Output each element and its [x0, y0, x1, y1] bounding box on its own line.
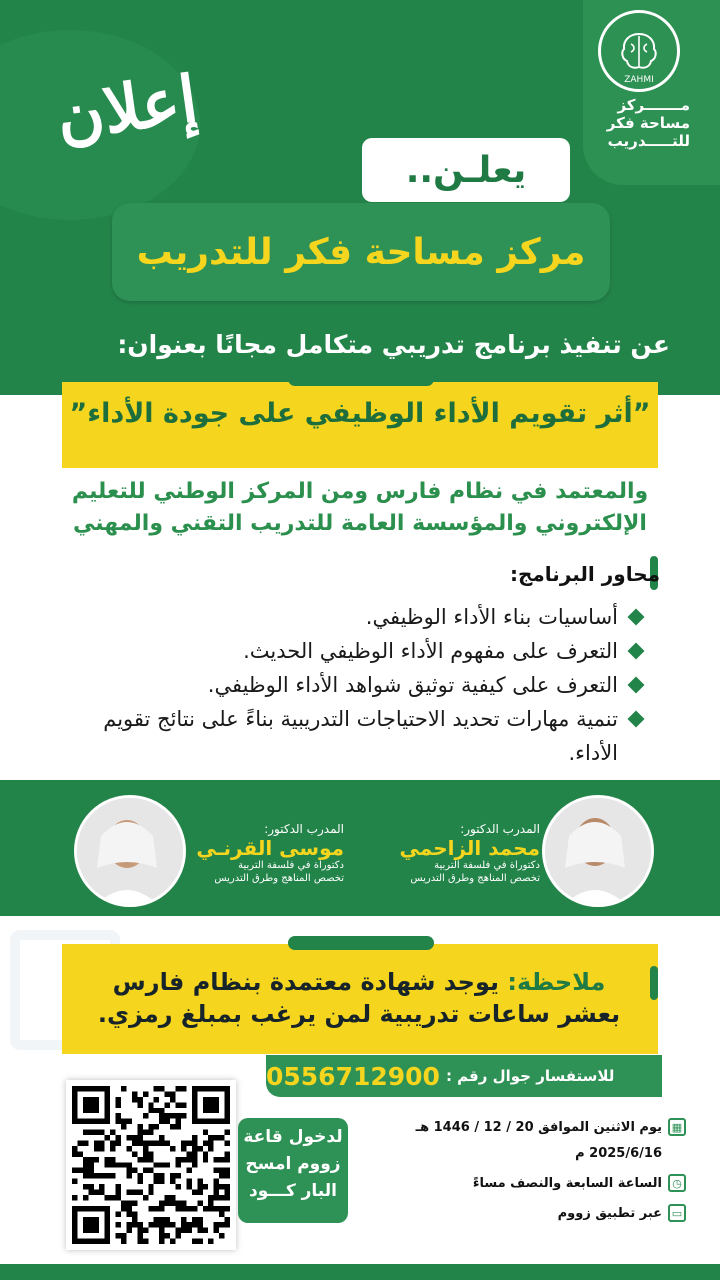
list-item: [90, 634, 642, 668]
diamond-bullet-icon: [628, 711, 645, 728]
program-intro: عن تنفيذ برنامج تدريبي متكامل مجانًا بعنوان:: [117, 330, 670, 359]
accreditation-line: الإلكتروني والمؤسسة العامة للتدريب التقني والمهني: [73, 510, 647, 536]
logo-name-line: مساحة فكر: [606, 114, 690, 132]
date-row: [416, 1118, 686, 1136]
zoom-line: البار كـــود: [249, 1181, 337, 1202]
trainer-specialty: تخصص المناهج وطرق التدريس: [410, 872, 540, 884]
zoom-line: لدخول قاعة: [243, 1127, 343, 1147]
logo-circle-text: ZAHMI: [624, 75, 654, 85]
trainer-card-1: [392, 822, 540, 885]
program-title: ”أثر تقويم الأداء الوظيفي على جودة الأداء”: [69, 398, 651, 429]
title-tab: [288, 372, 434, 386]
center-name: مركز مساحة فكر للتدريب: [112, 203, 610, 301]
logo-name-line: للتـــــدريب: [607, 132, 690, 150]
diamond-bullet-icon: [628, 677, 645, 694]
list-item: [90, 668, 642, 702]
diamond-bullet-icon: [628, 643, 645, 660]
axis-text: تنمية مهارات تحديد الاحتياجات التدريبية بناءً على نتائج تقويم الأداء.: [103, 707, 618, 765]
brain-icon: [614, 26, 664, 76]
date-hijri: يوم الاثنين الموافق 20 / 12 / 1446 هـ: [415, 1119, 662, 1135]
platform-text: عبر تطبيق زووم: [557, 1205, 662, 1221]
time-row: [473, 1174, 686, 1192]
diamond-bullet-icon: [628, 609, 645, 626]
note-label: ملاحظة:: [507, 968, 606, 996]
list-item: [90, 702, 642, 770]
accreditation-text: [30, 476, 690, 540]
zoom-line: زووم امسح: [245, 1154, 341, 1175]
phone-number[interactable]: 0556712900: [266, 1061, 440, 1091]
note-marker: [650, 966, 658, 1000]
logo-brain-icon: [598, 10, 680, 92]
calendar-icon: ▦: [668, 1118, 686, 1136]
monitor-icon: ▭: [668, 1204, 686, 1222]
axis-text: التعرف على مفهوم الأداء الوظيفي الحديث.: [243, 639, 618, 663]
person-icon: [542, 798, 651, 907]
trainer-role: المدرب الدكتور:: [460, 822, 540, 836]
logo-name-line: مـــــــركز: [617, 96, 690, 114]
time-text: الساعة السابعة والنصف مساءً: [472, 1175, 662, 1191]
date-greg-row: [575, 1146, 662, 1161]
contact-label: للاستفسار جوال رقم :: [445, 1067, 615, 1085]
person-icon: [74, 798, 183, 907]
trainer-degree: دكتوراة في فلسفة التربية: [434, 860, 540, 871]
trainer-name: موسى القرنـي: [196, 836, 344, 860]
axes-list: [90, 600, 642, 770]
platform-row: [558, 1204, 686, 1222]
logo-name: [594, 96, 690, 150]
avatar: [74, 795, 186, 907]
note-text: [70, 966, 648, 1031]
zoom-instructions: [238, 1118, 348, 1223]
announces-label: يعلـن..: [362, 138, 570, 202]
note-line-1: [70, 966, 648, 998]
trainer-name: محمد الزاحمي: [399, 836, 540, 860]
note-tab: [288, 936, 434, 950]
trainer-card-2: [194, 822, 344, 885]
list-item: [90, 600, 642, 634]
trainer-role: المدرب الدكتور:: [264, 822, 344, 836]
bottom-band: [0, 1264, 720, 1280]
qr-code-icon: [72, 1086, 230, 1244]
clock-icon: ◷: [668, 1174, 686, 1192]
trainer-specialty: تخصص المناهج وطرق التدريس: [214, 872, 344, 884]
note-line-2: بعشر ساعات تدريبية لمن يرغب بمبلغ رمزي.: [97, 1000, 621, 1029]
accreditation-line: والمعتمد في نظام فارس ومن المركز الوطني للتعليم: [71, 479, 649, 504]
date-gregorian: 2025/6/16 م: [575, 1146, 662, 1161]
contact-bar: [266, 1055, 662, 1097]
zoom-qr-code[interactable]: [66, 1080, 236, 1250]
announcement-calligraphy: إعلان: [51, 61, 203, 155]
axes-title: محاور البرنامج:: [510, 562, 660, 586]
trainer-degree: دكتوراة في فلسفة التربية: [238, 860, 344, 871]
note-content: يوجد شهادة معتمدة بنظام فارس: [112, 968, 500, 996]
axis-text: أساسيات بناء الأداء الوظيفي.: [365, 605, 618, 629]
avatar: [542, 795, 654, 907]
axis-text: التعرف على كيفية توثيق شواهد الأداء الوظيفي.: [207, 673, 618, 697]
